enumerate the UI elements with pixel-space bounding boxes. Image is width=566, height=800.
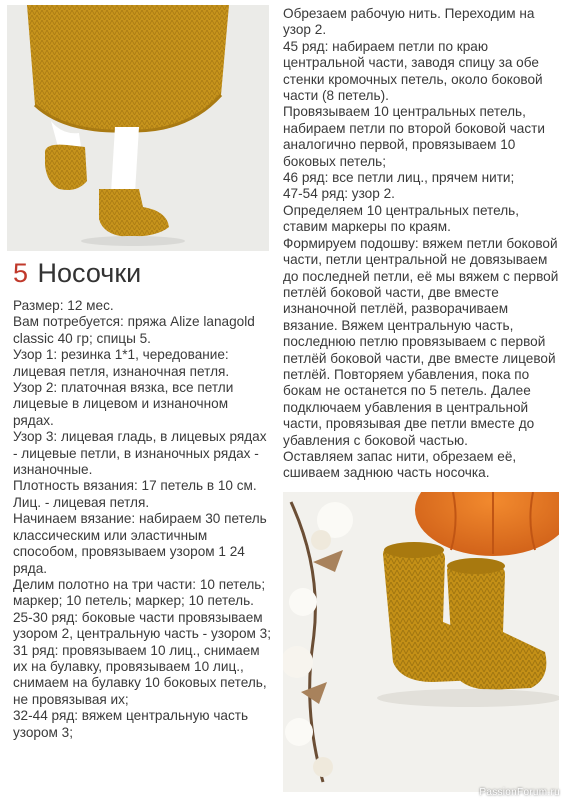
photo-doll-booties [7,5,269,251]
paragraph: Формируем подошву: вяжем петли боковой части, петли центральной не довязываем до последней петли, её мы вяжем с первой петлёй боковой части, две вместе изнаночной петлёй, разворачиваем вязание. Вяжем центральную часть, последнюю петлю провязываем с первой петлёй боковой части, две вместе лицевой петлёй. Повторяем убавления, пока по бокам не останется по 5 петель. Далее подключаем убавления в центральной части, провязывая две петли вместе до убавления с боковой частью. [283,235,559,448]
paragraph: Размер: 12 мес. [13,298,114,313]
paragraph: 31 ряд: провязываем 10 лиц., снимаем их на булавку, провязываем 10 лиц., снимаем на булавку 10 боковых петель, не провязывая их; [13,642,267,707]
paragraph: Обрезаем рабочую нить. Переходим на узор 2. [283,6,535,38]
booties-illustration [283,492,559,792]
paragraph: Определяем 10 центральных петель, ставим маркеры по краям. [283,202,520,235]
section-title-text: Носочки [37,258,142,288]
paragraph: Оставляем запас нити, обрезаем её, сшиваем заднюю часть носочка. [283,448,517,481]
instructions-right-column [283,6,560,482]
photo-booties-still-life [283,492,559,792]
paragraph: Провязываем 10 центральных петель, набираем петли по второй боковой части аналогично первой, провязываем 10 боковых петель; [283,104,545,169]
paragraph: Плотность вязания: 17 петель в 10 см. [13,478,257,494]
doll-illustration [7,5,269,251]
paragraph: Начинаем вязание: набираем 30 петель классическим или эластичным способом, провязываем узором 1 24 ряда. [13,511,267,576]
paragraph: 45 ряд: набираем петли по краю центральной части, заводя спицу за обе стенки кромочных петель, около боковой части (8 петель). [283,38,543,104]
paragraph: Узор 3: лицевая гладь, в лицевых рядах - лицевые петли, в изнаночных рядах - изнаночные. [13,429,267,478]
instructions-left-column [13,298,271,741]
paragraph: 32-44 ряд: вяжем центральную часть узором 3; [13,708,249,740]
paragraph: Узор 1: резинка 1*1, чередование: лицевая петля, изнаночная петля. [13,347,230,379]
section-number: 5 [13,258,29,288]
paragraph: 47-54 ряд: узор 2. [283,186,395,202]
paragraph: Вам потребуется: пряжа Alize lanagold classic 40 гр; спицы 5. [13,314,255,346]
watermark: PassionForum.ru [479,787,560,798]
paragraph: Узор 2: платочная вязка, все петли лицевые в лицевом и изнаночном рядах. [13,380,234,428]
paragraph: Делим полотно на три части: 10 петель; маркер; 10 петель; маркер; 10 петель. [13,576,266,609]
paragraph: 25-30 ряд: боковые части провязываем узором 2, центральную часть - узором 3; [13,609,271,642]
paragraph: Лиц. - лицевая петля. [13,494,150,510]
paragraph: 46 ряд: все петли лиц., прячем нити; [283,170,515,186]
section-title [13,256,141,290]
